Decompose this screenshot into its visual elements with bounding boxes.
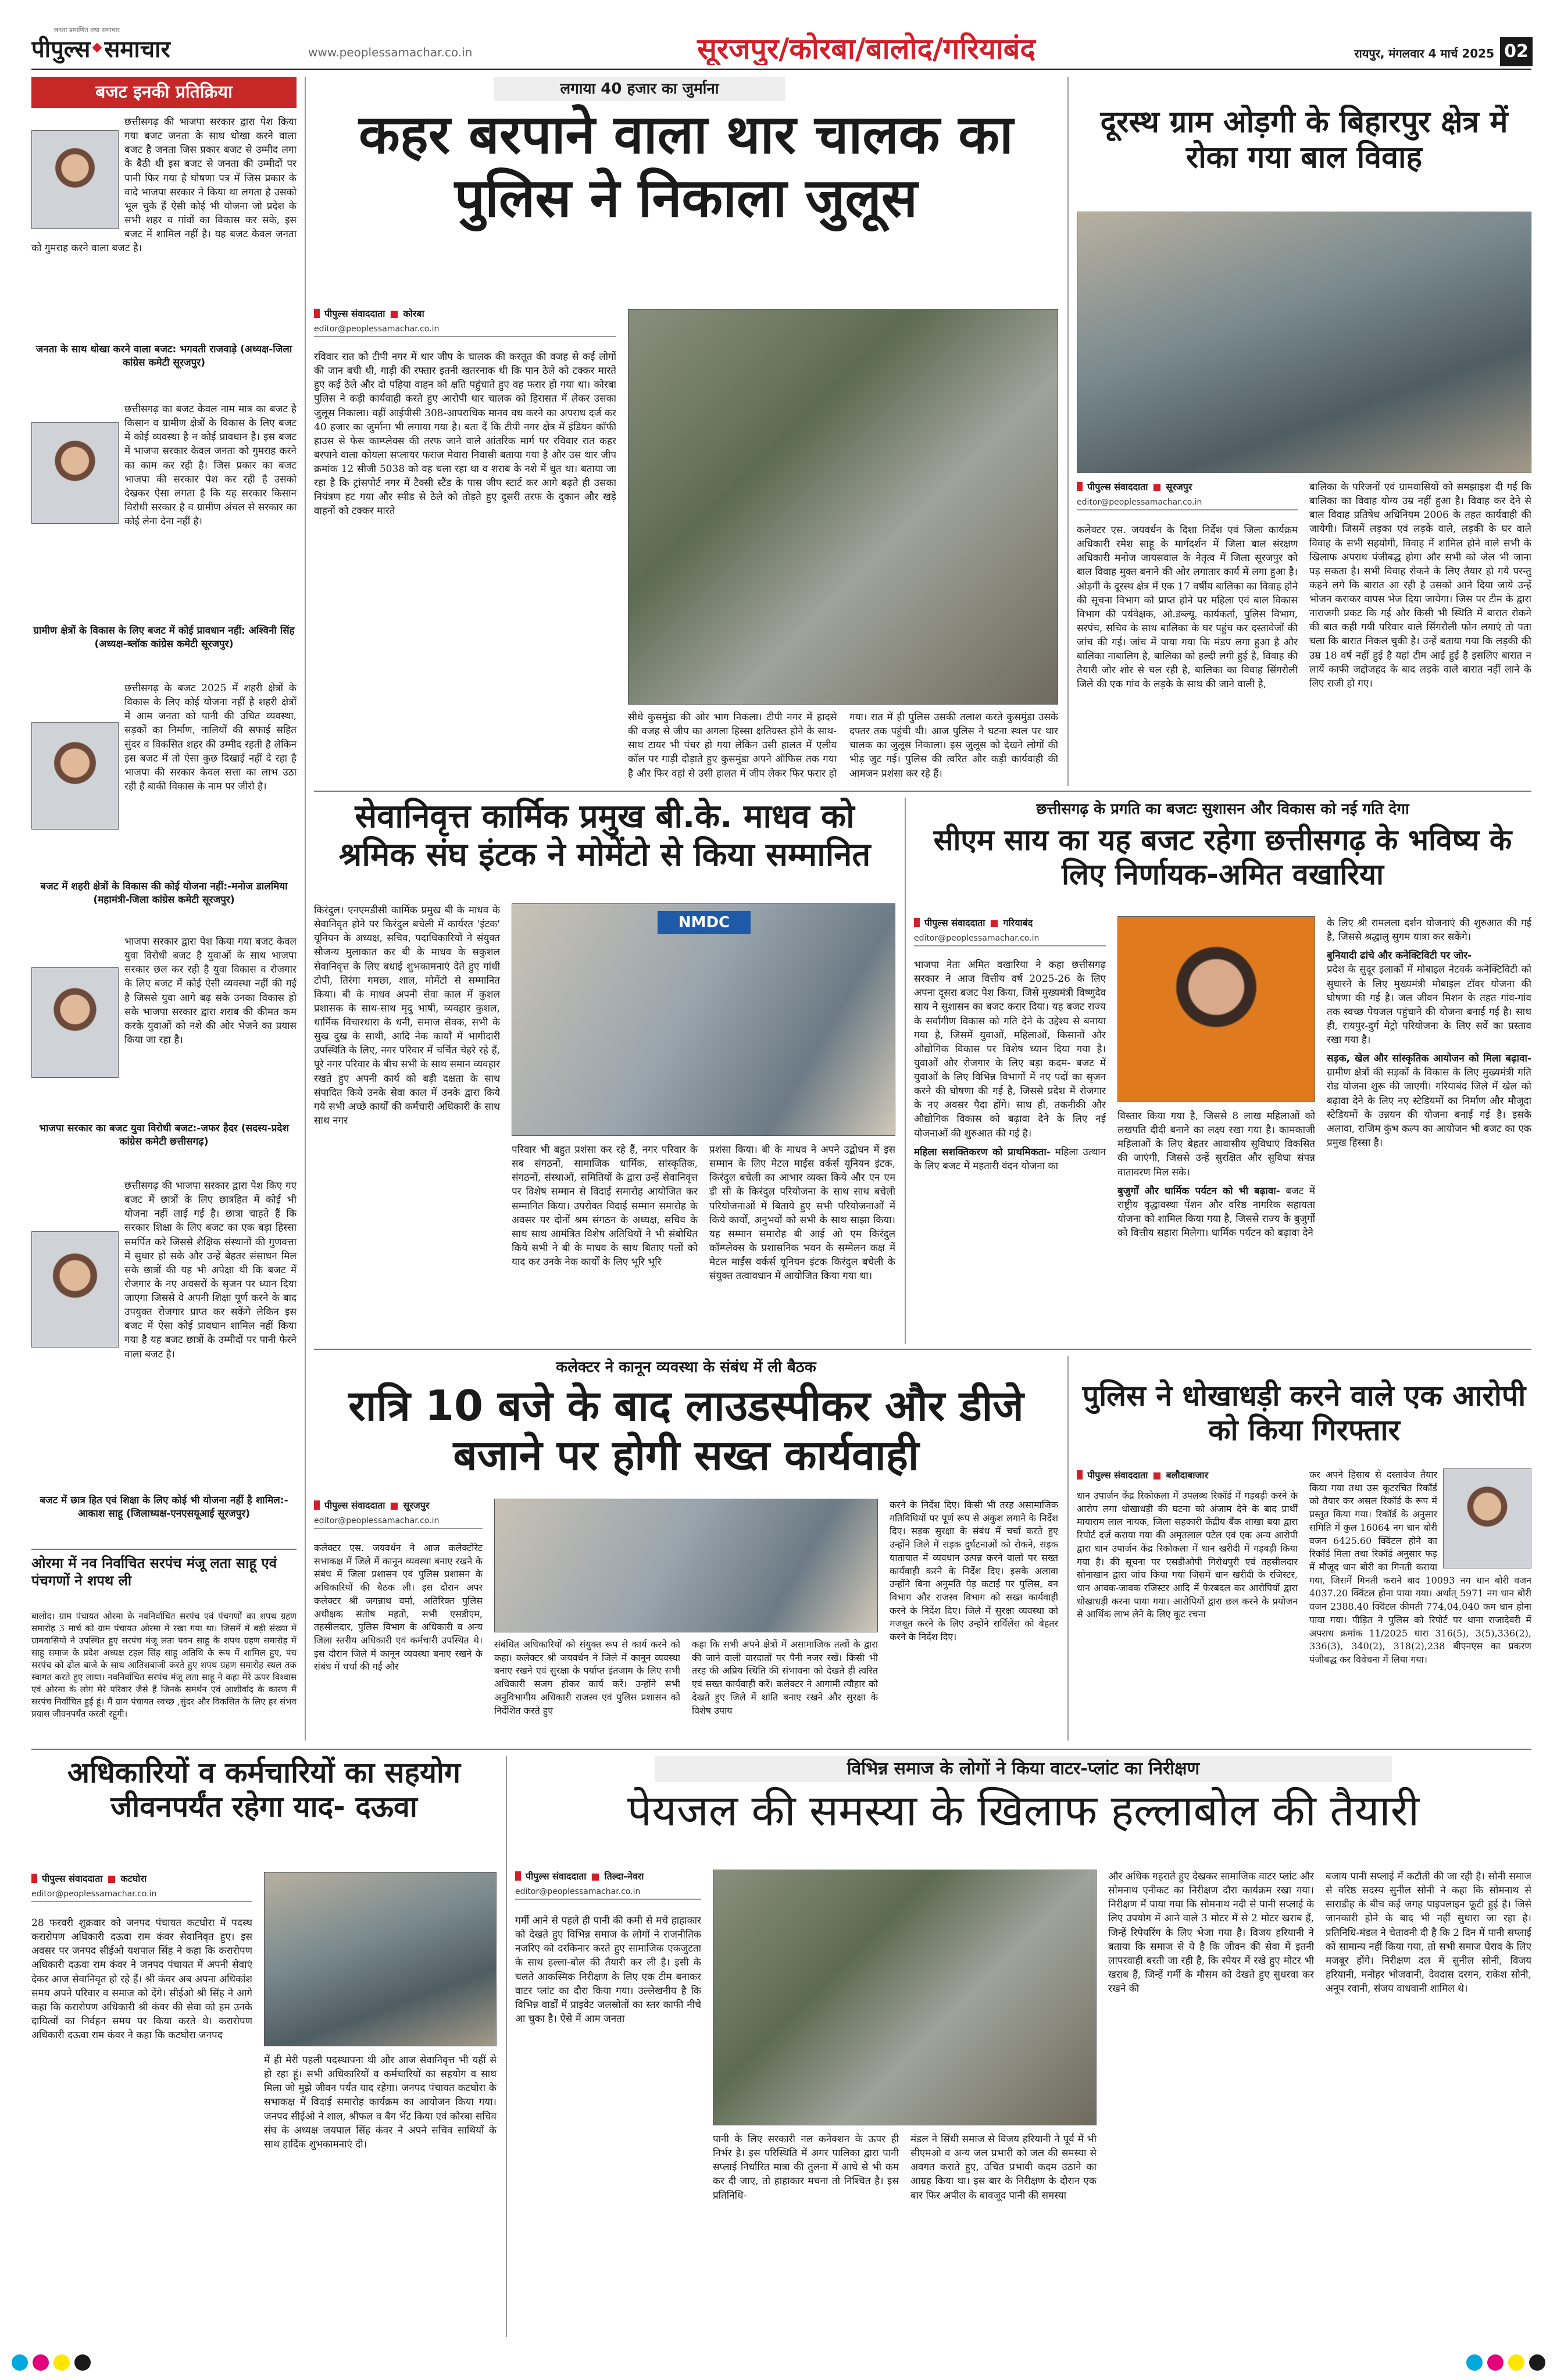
story-paragraph: ग्रामीण क्षेत्रों की सड़कों के विकास के लिए मुख्यमंत्री गति रोड योजना शुरू की जाएगी। गरियाबंद जिले में खेल को बढ़ावा देने के लिए नए स्टेडियमों का निर्माण और मौजूदा स्टेडियमों के उन्नयन की योजना बनाई गई है। इसके अलावा, राजिम कुंभ कल्प का आयोजन भी बजट का एक प्रमुख हिस्सा है। bbox=[1327, 1067, 1531, 1149]
story-body-col3 bbox=[1327, 916, 1531, 1344]
registration-mark bbox=[12, 2354, 28, 2371]
byline-marker bbox=[1077, 1470, 1083, 1480]
story-body-col1: 28 फरवरी शुक्रवार को जनपद पंचायत कटघोरा में पदस्थ करारोपण अधिकारी दऊवा राम कंवर सेवानिवृत हुए। इस अवसर पर जनपद सीईओ यशपाल सिंह ने कहा कि करारोपण अधिकारी दऊवा राम कंवर ने जनपद पंचायत में अपनी सेवाएं देकर आज सेवानिवृत हो रहे हैं। श्री कंवर अब अपना अधिकांश समय अपने परिवार व समाज को देंगे। सीईओ श्री सिंह ने आगे कहा कि करारोपण अधिकारी श्री कंवर की सेवा को हम उनके दायित्वों का निर्वहन समय पर किया करते थे। करारोपण अधिकारी दऊवा राम कंवर ने कहा कि कटघोरा जनपद bbox=[31, 1917, 252, 2041]
byline-bullet: ■ bbox=[1152, 481, 1162, 492]
section-rule bbox=[31, 1749, 1531, 1750]
newspaper-logo bbox=[31, 31, 252, 64]
byline-location: तिल्दा-नेवरा bbox=[604, 1871, 644, 1882]
byline-location: सूरजपुर bbox=[1166, 481, 1192, 492]
byline-email[interactable]: editor@peoplessamachar.co.in bbox=[314, 1516, 483, 1529]
logo-right: समाचार bbox=[104, 35, 170, 63]
thar-procession-photo bbox=[628, 309, 1058, 705]
budget-amit-story bbox=[914, 798, 1531, 1344]
story-body-col-a: कलेक्टर एस. जयवर्धन के दिशा निर्देश एवं जिला कार्यक्रम अधिकारी रमेश साहू के मार्गदर्शन में जिला बाल संरक्षण अधिकारी मनोज जायसवाल के नेतृत्व में जिला सूरजपुर को बाल विवाह मुक्त बनाने की ओर लगातार कार्य में लगा हुआ है। ओड़गी के दूरस्थ क्षेत्र में एक 17 वर्षीय बालिका का विवाह होने की सूचना विभाग को प्राप्त होने पर महिला एवं बाल विकास विभाग की पर्यवेक्षक, ओ.डब्ल्यू. कार्यकर्ता, पुलिस विभाग, सरपंच, सचिव के साथ बालिका के घर पहुंच कर दस्तावेजों की जांच की गई। जांच में पाया गया कि मंडप लगा हुआ है और बालिका नाबालिग है, बालिका को हल्दी लगी हुई है, विवाह की तैयारी जोर शोर से चल रही है, बालिका का विवाह सिंगरौली जिले की एक गांव के लड़के के साथ की जाने वाली है, bbox=[1077, 524, 1298, 691]
story-kicker: विभिन्न समाज के लोगों ने किया वाटर-प्लांट का निरीक्षण bbox=[655, 1756, 1392, 1782]
story-body-col2: सीधे कुसमुंडा की ओर भाग निकला। टीपी नगर में हादसे की वजह से जीप का अगला हिस्सा क्षतिग्रस्त होने के साथ-साथ टायर भी पंचर हो गया लेकिन उसी हालत में एलीव कॉल पर गाड़ी दौड़ाते हुए कुसमुंडा अपने ऑफिस तक गया है और फिर वहां से उसी हालत में जीप लेकर फिर फरार हो गया। रात में ही पुलिस उसकी तलाश करते कुसमुंडा उसके दफ्तर तक पहुंची थी। आज पुलिस ने घटना स्थल पर थार चालक का जुलूस निकाला। इस जुलूस को देखने लोगों की भीड़ जुट गई। पुलिस की त्वरित और कड़ी कार्यवाही की आमजन प्रशंसा कर रहे हैं। bbox=[628, 712, 1058, 780]
byline-name: पीपुल्स संवाददाता bbox=[1087, 481, 1148, 492]
column-divider bbox=[506, 1756, 507, 2337]
registration-mark bbox=[74, 2354, 91, 2371]
story-body-col2 bbox=[1309, 1468, 1531, 1741]
story-body-col2: संबंधित अधिकारियों को संयुक्त रूप से कार्य करने को कहा। कलेक्टर श्री जयवर्धन ने जिले में कानून व्यवस्था बनाए रखने एवं सुरक्षा के पर्याप्त इंतजाम के लिए सभी अधिकारी सजग होकर कार्य करें। उन्होंने सभी अनुविभागीय अधिकारी राजस्व एवं पुलिस प्रशासन को निर्देशित करते हुए bbox=[494, 1639, 680, 1716]
fraud-arrest-story bbox=[1077, 1356, 1531, 1741]
story-kicker: छत्तीसगढ़ के प्रगति का बजटः सुशासन और विकास को नई गति देगा bbox=[1036, 801, 1409, 818]
child-marriage-photo bbox=[1077, 212, 1531, 473]
byline-marker bbox=[314, 309, 320, 318]
story-body-col3: मंडल ने सिंधी समाज से विजय हरियानी ने पूर्व में भी सीएमओ व अन्य जल प्रभारी को जल की समस्या से अवगत कराते हुए, उचित प्रभावी कदम उठाने का आग्रह किया था। इस बार के निरीक्षण के दौरान एक बार फिर अपील के बावजूद पानी की समस्या bbox=[910, 2134, 1097, 2202]
registration-mark bbox=[1487, 2354, 1504, 2371]
byline-name: पीपुल्स संवाददाता bbox=[1087, 1470, 1148, 1481]
story-body-col1 bbox=[914, 958, 1106, 1344]
story-headline: कहर बरपाने वाला थार चालक का पुलिस ने निकाला जुलूस bbox=[359, 103, 1013, 229]
loudspeaker-story bbox=[314, 1356, 1058, 1741]
logo-tagline: जनता प्रमाणित तथा समाचार bbox=[53, 26, 120, 34]
byline-location: सूरजपुर bbox=[403, 1500, 430, 1511]
story-headline: दूरस्थ ग्राम ओड़गी के बिहारपुर क्षेत्र में रोका गया बाल विवाह bbox=[1100, 105, 1508, 176]
reactor-name: ग्रामीण क्षेत्रों के विकास के लिए बजट में कोई प्रावधान नहीं: अश्विनी सिंह (अध्यक्ष-ब्लॉक कांग्रेस कमेटी सूरजपुर) bbox=[33, 625, 295, 650]
accused-photo bbox=[1443, 1468, 1531, 1568]
child-marriage-story bbox=[1077, 77, 1531, 786]
nmdc-ceremony-photo bbox=[512, 903, 895, 1136]
reactor-name: जनता के साथ धोखा करने वाला बजट: भगवती राजवाड़े (अध्यक्ष-जिला कांग्रेस कमेटी सूरजपुर) bbox=[35, 344, 292, 369]
story-body-col5: बजाय पानी सप्लाई में कटौती की जा रही है। सोनी समाज से वरिष्ठ सदस्य सुनील सोनी ने कहा कि सोमनाथ से साराडीह के बीच कई जगह पाइपलाइन फूटी हुई है। जिसे जानकारी होने के बाद भी नहीं सुधारा जा रहा है। प्रतिनिधि-मंडल ने चेतावनी दी है कि 2 दिन में पानी सप्लाई को सामान्य नहीं किया गया, तो सभी समाज घेराव के लिए मजबूर होंगे। निरीक्षण दल में सुनील सोनी, विजय हरियानी, मनोहर भोजवानी, देवदास दरगन, राकेश सोनी, अनूप रवानी, संजय वाधवानी शामिल थे। bbox=[1326, 1871, 1531, 1995]
story-body-col1: कलेक्टर एस. जयवर्धन ने आज कलेक्टोरेट सभाकक्ष में जिले में कानून व्यवस्था बनाए रखने के संबंध में जिला प्रशासन एवं पुलिस प्रशासन के अधिकारियों की बैठक ली। इस दौरान अपर कलेक्टर श्री जगन्नाथ वर्मा, अतिरिक्त पुलिस अधीक्षक संतोष महतो, सभी एसडीएम, तहसीलदार, पुलिस विभाग के अधिकारी व अन्य जिला स्तरीय अधिकारी एवं कर्मचारी उपस्थित थे। इस दौरान जिले में कानून व्यवस्था बनाए रखने के संबंध में चर्चा की गई और bbox=[314, 1542, 483, 1673]
byline-marker bbox=[314, 1500, 320, 1510]
farewell-photo bbox=[264, 1872, 497, 2046]
story-body-col2: में ही मेरी पहली पदस्थापना थी और आज सेवानिवृत्त भी यहीं से हो रहा हूं। सभी अधिकारियों व कर्मचारियों का सहयोग व साथ मिला जो मुझे जीवन पर्यंत याद रहेगा। जनपद पंचायत कटघोरा के सभाकक्ष में विदाई समारोह कार्यक्रम का आयोजन किया गया। जनपद सीईओ ने शाल, श्रीफल व बैग भेंट किया एवं कोरबा सचिव संघ के अध्यक्ष जयपाल सिंह कंवर ने अपने सचिव साथियों के साथ हार्दिक शुभकामनाएं दी। bbox=[264, 2054, 497, 2150]
reaction-text bbox=[31, 1179, 297, 1487]
story-paragraph: भाजपा नेता अमित वखारिया ने कहा छत्तीसगढ़ सरकार ने आज वित्तीय वर्ष 2025-26 के लिए अपना दूसरा बजट पेश किया, जिसे मुख्यमंत्री विष्णुदेव साय ने सुशासन का बजट करार दिया। यह बजट राज्य के सर्वांगीण विकास को गति देने के उद्देश्य से बनाया गया है, जिसमें युवाओं, महिलाओं, किसानों और औद्योगिक विकास पर विशेष ध्यान दिया गया है। युवाओं और रोजगार के लिए बड़ा कदम- बजट में युवाओं के लिए विभिन्न विभागों में नए पदों का सृजन करने की घोषणा की गई है, जिससे प्रदेश में रोजगार के नए अवसर पैदा होंगे। साथ ही, तकनीकी और औद्योगिक विकास को बढ़ावा देने के लिए नई योजनाओं की शुरुआत की गई है। bbox=[914, 959, 1106, 1139]
byline-name: पीपुल्स संवाददाता bbox=[42, 1873, 103, 1884]
story-subhead: महिला सशक्तिकरण को प्राथमिकता- bbox=[914, 1146, 1051, 1158]
byline-name: पीपुल्स संवाददाता bbox=[324, 308, 385, 319]
reactor-name: बजट में छात्र हित एवं शिक्षा के लिए कोई भी योजना नहीं है शामिल:-आकाश साहू (जिलाध्यक्ष-एनएसयूआई सूरजपुर) bbox=[40, 1495, 288, 1520]
story-body-col1: गर्मी आने से पहले ही पानी की कमी से मचे हाहाकार को देखते हुए विभिन्न समाज के लोगों ने राजनीतिक नजरिए को दरकिनार करते हुए सामाजिक एकजुटता के साथ हल्ला-बोल की तैयारी कर ली है। इसी के चलते आकस्मिक निरीक्षण के लिए एक टीम बनाकर वाटर प्लांट का दौरा किया गया। उल्लेखनीय है कि विभिन्न वार्डों में प्राइवेट जलस्रोतों का स्तर काफी नीचे आ चुका है। ऐसे में आम जनता bbox=[515, 1915, 701, 2025]
story-paragraph: बजट में राष्ट्रीय वृद्धावस्था पेंशन और वरिष्ठ नागरिक सहायता योजना को शामिल किया गया है, जिससे राज्य के बुजुर्गों को वित्तीय सहारा मिलेगा। धार्मिक पर्यटन को बढ़ावा देने bbox=[1117, 1185, 1315, 1239]
registration-mark bbox=[1466, 2354, 1483, 2371]
story-body-col4: करने के निर्देश दिए। किसी भी तरह असामाजिक गतिविधियों पर पूर्ण रूप से अंकुश लगाने के निर्देश दिए। सड़क सुरक्षा के संबंध में चर्चा करते हुए उन्होंने जिले में सड़क दुर्घटनाओं को रोकने, सड़क यातायात में व्यवधान उत्पन्न करने वालों पर सख्त कार्यवाही करने के निर्देश दिए। इसके अलावा उन्होंने बिना अनुमति पेड़ कटाई पर पुलिस, वन विभाग और राजस्व विभाग को सख्त कार्यवाही करने के निर्देश दिए। जिले में सुरक्षा व्यवस्था को मजबूत करने के लिए उन्होंने सर्विलेंस को बेहतर करने के निर्देश दिए। bbox=[890, 1499, 1058, 1643]
reaction-item bbox=[31, 115, 297, 388]
masthead-rule bbox=[31, 69, 1531, 70]
story-paragraph: प्रदेश के सुदूर इलाकों में मोबाइल नेटवर्क कनेक्टिविटी को सुधारने के लिए मुख्यमंत्री मोबाइल टॉवर योजना की घोषणा की गई है। जल जीवन मिशन के तहत गांव-गांव तक स्वच्छ पेयजल पहुंचाने की योजना बनाई गई है। साथ ही, रायपुर-दुर्ग मेट्रो परियोजना के लिए सर्वे का प्रस्ताव रखा गया है। bbox=[1327, 964, 1531, 1046]
dauwa-farewell-story bbox=[31, 1756, 497, 2337]
story-subhead: बुनियादी ढांचे और कनेक्टिविटी पर जोर- bbox=[1327, 950, 1472, 962]
story-headline: सीएम साय का यह बजट रहेगा छत्तीसगढ़ के भविष्य के लिए निर्णायक-अमित वखारिया bbox=[933, 823, 1512, 891]
story-byline bbox=[1077, 480, 1298, 521]
collector-meeting-photo bbox=[494, 1499, 878, 1632]
byline-bullet: ■ bbox=[990, 917, 999, 928]
nmdc-honour-story bbox=[314, 798, 895, 1344]
logo-left: पीपुल्स bbox=[31, 35, 91, 63]
byline-marker bbox=[914, 918, 920, 927]
byline-bullet: ■ bbox=[390, 1499, 399, 1511]
registration-mark bbox=[53, 2354, 70, 2371]
water-crisis-story bbox=[515, 1756, 1531, 2337]
column-divider bbox=[1067, 77, 1069, 786]
story-kicker: कलेक्टर ने कानून व्यवस्था के संबंध में ली बैठक bbox=[556, 1359, 816, 1376]
reaction-body: छत्तीसगढ़ की भाजपा सरकार द्वारा पेश किए गए बजट में छात्रों के लिए छात्रहित में कोई भी योजना नहीं लाई गई है। छात्रा चाहते हैं कि सरकार शिक्षा के लिए बजट का एक बड़ा हिस्सा समर्पित करे जिससे शैक्षिक संस्थानों की गुणवत्ता में सुधार हो सके और उन्हें बेहतर संसाधन मिल सके छात्रों की यह भी अपेक्षा थी कि बजट में रोजगार के नए अवसरों के सृजन पर ध्यान दिया जाएगा जिससे वे अपनी शिक्षा पूर्ण करने के बाद उपयुक्त रोजगार प्राप्त कर सकेंगे लेकिन इस बजट में ऐसा कोई प्रावधान शामिल नहीं किया गया है यह बजट छात्रों के उम्मीदों पर पानी फेरने वाला बजट है। bbox=[124, 1180, 297, 1360]
orma-oath-story bbox=[31, 1549, 297, 1741]
reaction-item bbox=[31, 1179, 297, 1539]
byline-bullet: ■ bbox=[390, 308, 399, 319]
reactor-name: बजट में शहरी क्षेत्रों के विकास की कोई योजना नहीं:-मनोज डालमिया (महामंत्री-जिला कांग्रेस कमेटी सूरजपुर) bbox=[40, 881, 288, 906]
story-headline: सेवानिवृत्त कार्मिक प्रमुख बी.के. माधव को श्रमिक संघ इंटक ने मोमेंटो से किया सम्मानित bbox=[338, 798, 871, 874]
byline-location: कटघोरा bbox=[120, 1873, 147, 1884]
page-number: 02 bbox=[1500, 37, 1533, 66]
story-body-col4: और अधिक गहराते हुए देखकर सामाजिक वाटर प्लांट और सोमनाथ एनीकट का निरीक्षण दौरा कार्यक्रम रखा गया। निरीक्षण में पाया गया कि सोमनाथ नदी से पानी सप्लाई के लिए उपयोग में आने वाले 3 मोटर में से 2 मोटर खराब हैं, जिन्हें रिपेयरिंग के लिए भेजा गया है। विजय हरियानी ने बताया कि समाज से ये है कि जीवन की सेवा में इतनी लापरवाही बरती जा रही है, कि स्पेयर में रखे हुए मोटर भी खराब हैं, जिन्हें गर्मी के मौसम को देखते हुए सुधरवा कर रखने की bbox=[1108, 1871, 1314, 1995]
story-byline bbox=[1077, 1468, 1298, 1486]
issue-date: रायपुर, मंगलवार 4 मार्च 2025 bbox=[1354, 47, 1494, 60]
story-body-col1: किरंदुल। एनएमडीसी कार्मिक प्रमुख बी के माधव के सेवानिवृत होने पर किरंदुल बचेली में कार्यरत 'इंटक' यूनियन के अध्यक्ष, सचिव, पदाधिकारियों ने संयुक्त सौजन्य मुलाकात कर बी के माधव के सकुशल सेवानिवृत्त के लिए बधाई शुभकामनाएं देते हुए गांधी टोपी, तिरंगा गमछा, शाल, मोमेंटो से सम्मानित किया। बी के माधव अपनी सेवा काल में कुशल प्रशासक के साथ-साथ मृदु भाषी, व्यवहार कुशल, धार्मिक विचारधारा के धनी, समाज सेवक, सभी के सुख दुख के साथी, आदि नेक कार्यों में भागीदारी उपस्थिति के लिए, नगर परिवार में चर्चित चेहरे रहे हैं, पूरे नगर परिवार के बीच सभी के साथ समान व्यवहार रखते हुए अपनी कार्य को बड़ी दक्षता के साथ संपादित किये उनके सेवा काल में उनके द्वारा किये गये सभी अच्छे कार्यों की कर्मचारी अधिकारी के साथ साथ नगर bbox=[314, 905, 500, 1127]
story-subhead: सड़क, खेल और सांस्कृतिक आयोजन को मिला बढ़ावा- bbox=[1327, 1053, 1531, 1065]
story-byline bbox=[314, 307, 616, 348]
photo-banner-label: NMDC bbox=[658, 911, 751, 934]
story-body-col2: पानी के लिए सरकारी नल कनेक्शन के ऊपर ही निर्भर है। इस परिस्थिति में अगर पालिका द्वारा पानी सप्लाई निर्धारित मात्रा की तुलना में आधे से भी कम कर दी जाए, तो हाहाकार मचना तो निश्चित है। इस प्रतिनिधि- bbox=[713, 2134, 899, 2202]
column-divider bbox=[905, 798, 906, 1344]
byline-location: गरियाबंद bbox=[1003, 917, 1033, 928]
byline-location: बलौदाबाजार bbox=[1166, 1470, 1209, 1481]
story-body-col-b: बालिका के परिजनों एवं ग्रामवासियों को समझाइश दी गई कि बालिका का विवाह योग्य उम्र नहीं हुआ है। विवाह कर देने से बाल विवाह प्रतिषेध अधिनियम 2006 के तहत कार्यवाही की जायेगी। जिसमें लड़का एवं लड़के वाले, लड़की के घर वाले विवाह के सभी सहयोगी, विवाह में शामिल होने वाले सभी के खिलाफ अपराध पंजीबद्ध होगा और सभी को जेल भी जाना पड़ सकता है। सभी विवाह रोकने के लिए तैयार हो गये परन्तु कहने लगे कि बारात आ रही है उसको आने दिया जाये उन्हें भोजन कराकर वापस भेज दिया जायेगा। जिस पर टीम के द्वारा नाराजगी प्रकट कि गई और किसी भी स्थिति में बारात रोकने की बात कही गयी परिवार वाले सिंगरौली फोन लगाएं तो पता चला कि बारात निकल चुकी है। उन्हें बताया गया कि लड़की की उम्र 18 वर्ष नहीं हुई है यहां टीम आई हुई है इसलिए बारात न लायें काफी जद्दोजहद के बाद लड़के वाले बारात नहीं लाने के लिए राजी हो गए। bbox=[1309, 481, 1531, 689]
reaction-item bbox=[31, 402, 297, 670]
story-subhead: बुजुर्गों और धार्मिक पर्यटन को भी बढ़ावा- bbox=[1117, 1185, 1280, 1197]
byline-marker bbox=[1077, 482, 1083, 491]
story-headline: ओरमा में नव निर्वाचित सरपंच मंजू लता साहू एवं पंचगणों ने शपथ ली bbox=[31, 1555, 277, 1589]
story-body-col2 bbox=[1117, 1109, 1315, 1344]
reaction-item bbox=[31, 681, 297, 925]
story-headline: पुलिस ने धोखाधड़ी करने वाले एक आरोपी को किया गिरफ्तार bbox=[1082, 1379, 1526, 1447]
byline-name: पीपुल्स संवाददाता bbox=[324, 1500, 385, 1511]
story-body-col3: प्रशंसा किया। बी के माधव ने अपने उद्बोधन में इस सम्मान के लिए मेटल माईस वर्कर्स यूनियन इंटक, किरंदुल बचेली का आभार व्यक्त किये और एन एम डी सी के किरंदुल परियोजना के साथ साथ बचेली परियोजनाओं में बिताये हुए सभी परियोजनाओं में किये कार्यों, अनुभवों को सभी के साथ साझा किया। यह सम्मान समारोह बी आई ओ एम किरंदुल कॉम्प्लेक्स के प्रशासनिक भवन के सम्मेलन कक्ष में मेटल माईंस वर्कर्स यूनियन इंटक किरंदुल बचेली के संयुक्त तत्वावधान में आयोजित किया गया था। bbox=[709, 1144, 895, 1282]
water-plant-inspection-photo bbox=[713, 1870, 1097, 2125]
reaction-body: छत्तीसगढ़ की भाजपा सरकार द्वारा पेश किया गया बजट जनता के साथ धोखा करने वाला बजट है जनता जिस प्रकार बजट से उम्मीद लगा के बैठी थी इस बजट से जनता की उम्मीदों पर पानी फिर गया है घोषणा पत्र में जिस प्रकार के वादे भाजपा सरकार ने किया था लगता है उसको भूल चुके हैं ऐसी कोई भी योजना जो प्रदेश के सभी शहर व गांवों का विकास कर सके, इस बजट में शामिल नहीं है। यह बजट केवल जनता को गुमराह करने वाला बजट है। bbox=[31, 116, 297, 255]
registration-mark bbox=[1508, 2354, 1524, 2371]
reaction-text bbox=[31, 115, 297, 336]
story-byline bbox=[914, 916, 1106, 955]
story-body-col3: कहा कि सभी अपने क्षेत्रों में असामाजिक तत्वों के द्वारा की जाने वाली वारदातों पर पैनी नजर रखें। किसी भी तरह की अप्रिय स्थिति की संभावना को देखते ही त्वरित एवं सख्त कार्यवाही करें। कलेक्टर ने आगामी त्यौहार को देखते हुए जिले में शांति बनाए रखने और सुरक्षा के विशेष उपाय bbox=[692, 1639, 878, 1716]
reaction-body: छत्तीसगढ़ के बजट 2025 में शहरी क्षेत्रों के विकास के लिए कोई योजना नहीं है शहरी क्षेत्रों में आम जनता को पानी की उचित व्यवस्था, सड़कों का निर्माण, नालियों की सफाई सहित सुंदर व विकसित शहर की उम्मीद रहती है लेकिन इस बजट में तो ऐसा कुछ दिखाई नहीं दे रहा है भाजपा की सरकार केवल सत्ता का लाभ उठा रही है बाकी विकास के नाम पर जीरो है। bbox=[124, 682, 297, 792]
story-headline: पेयजल की समस्या के खिलाफ हल्लाबोल की तैयारी bbox=[627, 1786, 1420, 1836]
byline-marker bbox=[31, 1874, 37, 1883]
byline-bullet: ■ bbox=[1152, 1469, 1162, 1481]
byline-name: पीपुल्स संवाददाता bbox=[924, 917, 985, 928]
story-byline bbox=[314, 1499, 483, 1537]
reaction-body: भाजपा सरकार द्वारा पेश किया गया बजट केवल युवा विरोधी बजट है युवाओं के साथ भाजपा सरकार छल कर रही है युवा विकास व रोजगार के लिए बजट में कोई ऐसी व्यवस्था नहीं की गई है जिससे युवा आगे बढ़ सके उनका विकास हो सके भाजपा सरकार द्वारा शराब की कीमत कम करके युवाओं को नशे की ओर भेजने का प्रयास किया जा रहा है। bbox=[124, 936, 297, 1046]
story-paragraph: महिला उत्थान के लिए बजट में महतारी वंदन योजना का bbox=[914, 1146, 1106, 1172]
byline-email[interactable]: editor@peoplessamachar.co.in bbox=[1077, 498, 1298, 510]
story-byline bbox=[515, 1870, 701, 1908]
byline-bullet: ■ bbox=[107, 1872, 116, 1884]
reaction-text bbox=[31, 935, 297, 1115]
reaction-body: छत्तीसगढ़ का बजट केवल नाम मात्र का बजट है किसान व ग्रामीण क्षेत्रों के विकास के लिए बजट में कोई व्यवस्था है न कोई प्रावधान है। इस बजट में भाजपा सरकार केवल जनता को गुमराह करने का काम कर रही है। जिस प्रकार का बजट भाजपा की सरकार पेश कर रही है उसको देखकर ऐसा लगता है कि यह सरकार किसान विरोधी सरकार है व ग्रामीण अंचल से सरकार का कोई लेना देना नहीं है। bbox=[124, 403, 297, 527]
story-headline: रात्रि 10 बजे के बाद लाउडस्पीकर और डीजे बजाने पर होगी सख्त कार्यवाही bbox=[348, 1381, 1024, 1480]
byline-location: कोरबा bbox=[403, 308, 424, 319]
section-rule bbox=[314, 791, 1531, 792]
story-paragraph: के लिए श्री रामलला दर्शन योजनाएं की शुरुआत की गई है, जिससे श्रद्धालु सुगम यात्रा कर सकेंगे। bbox=[1327, 917, 1531, 944]
byline-marker bbox=[515, 1871, 521, 1881]
reaction-text bbox=[31, 681, 297, 873]
byline-email[interactable]: editor@peoplessamachar.co.in bbox=[314, 324, 616, 337]
byline-email[interactable]: editor@peoplessamachar.co.in bbox=[914, 934, 1106, 946]
masthead bbox=[0, 0, 1557, 70]
story-body-col2: परिवार भी बहुत प्रशंसा कर रहे हैं, नगर परिवार के सब संगठनों, सामाजिक धार्मिक, सांस्कृतिक, संगठनों, संस्थाओं, समितियों के द्वारा उन्हें सेवानिवृत्त पर विशेष सम्मान से विदाई समारोह आयोजित कर सम्मानित किया। उपरोक्त विदाई सम्मान समारोह के अवसर पर दोनों श्रम संगठन के अध्यक्ष, सचिव के साथ साथ आमंत्रित विशेष अतिथियों ने भी संबोधित किये सभी ने बी के माधव के साथ बिताए पलों को याद कर उनके नेक कार्यों के लिए भूरि भूरि bbox=[512, 1144, 698, 1268]
story-body: बालोद। ग्राम पंचायत ओरमा के नवनिर्वाचित सरपंच एवं पंचगणों का शपथ ग्रहण समारोह 3 मार्च को ग्राम पंचायत ओरमा में रखा गया था। जिसमें में बड़ी संख्या में ग्रामवासियों ने उपस्थित हुए सरपंच मंजू लता पवन साहू के शपथ ग्रहण समारोह में साहू समाज के प्रदेश अध्यक्ष टहल सिंह साहू अतिथि के रूप में शामिल हुए, पंच सरपंच को ढोल बाजे के साथ आतिशबाजी करते हुए शपथ ग्रहण समारोह स्थल तक स्वागत करते हुए लाया। नवनिर्वाचित सरपंच मंजू लता साहू ने कहा मेरे ऊपर विश्वास एवं ओरमा के लोग मेरे परिवार जैसे हैं जिनके समर्थन एवं आशीर्वाद के कारण मैं सरपंच निर्वाचित हुई हूं। मैं ग्राम पंचायत स्वच्छ ,सुंदर और विकसित के लिए हर संभव प्रयास जीवनपर्यंत करती रहूंगी। bbox=[31, 1611, 297, 1719]
column-divider bbox=[1067, 1356, 1069, 1741]
byline-email[interactable]: editor@peoplessamachar.co.in bbox=[515, 1887, 701, 1900]
story-body-col1: रविवार रात को टीपी नगर में थार जीप के चालक की करतूत की वजह से कई लोगों की जान बची थी, गाड़ी की रफ्तार इतनी खतरनाक थी कि पान ठेले को टक्कर मारते हुए कई ठेले और दो पहिया वाहन को क्षति पहुंचाते हुए वह फरार हो गया था। कोरबा पुलिस ने कड़ी कार्यवाही करते हुए आरोपी थार चालक को हिरासत में लेकर उसका जुलूस निकाला। वहीं आईपीसी 308-आपराधिक मानव वध करने का अपराध दर्ज कर 40 हजार का जुर्माना भी लगाया गया है। बता दें कि टीपी नगर क्षेत्र में इंडियन कॉफी हाउस से फेस काम्प्लेक्स की तरफ जाने वाले आंतरिक मार्ग पर रविवार रात कहर बरपाने वाला कोयला सप्लायर फराज मेवारा निवासी बताया गया है और उस थार जीप क्रमांक 12 सीजी 5038 को वह चला रहा था व शराब के नशे में धुत था। बताया जा रहा है कि ट्रांसपोर्ट नगर में टैक्सी स्टैंड के पास जीप स्टार्ट कर आगे बढ़ते ही उसका नियंत्रण हट गया और स्पीड से ठेले को तोड़ते हुए दूसरी तरफ के दुकान और खड़े वाहनों को टक्कर मारते bbox=[314, 351, 616, 517]
story-kicker: लगाया 40 हजार का जुर्माना bbox=[494, 77, 785, 101]
registration-mark bbox=[1529, 2354, 1545, 2371]
section-rule bbox=[314, 1349, 1531, 1350]
column-divider bbox=[305, 77, 306, 1741]
story-paragraph: कर अपने हिसाब से दस्तावेज तैयार किया गया तथा उस कूटरचित रिकॉर्ड को तैयार कर असल रिकॉर्ड के रूप में प्रस्तुत किया गया। रिकॉर्ड के अनुसार समिति में कुल 16064 नग धान बोरी वजन 6425.60 क्विंटल होने का रिकॉर्ड मिला तथा रिकॉर्ड अनुसार फड़ में मौजूद धान बोरी का गिनती कराया गया, जिसमें गिनती कराने बाद 10093 नग धान बोरी वजन 4037.20 क्विंटल होना पाया गया। अर्थात् 5971 नग धान बोरी वजन 2388.40 क्विंटल कीमती 774,04,040 कम धान होना पाया गया। पीड़ित ने पुलिस को रिपोर्ट पर थाना राजादेवरी में अपराध क्रमांक 11/2025 धारा 316(5), 3(5),336(2), 336(3), 340(2), 318(2),238 बीएनएस का प्रकरण पंजीबद्ध कर विवेचना में लिया गया। bbox=[1309, 1469, 1531, 1666]
story-body-col1: धान उपार्जन केंद्र रिकोकला में उपलब्ध रिकॉर्ड में गड़बड़ी करने के आरोप लगा धोखाधड़ी की घटना को अंजाम देने के बाद प्रार्थी मायाराम लाल नायक, जिला सहकारी केंद्रीय बैंक शाखा बया द्वारा रिपोर्ट दर्ज कराया गया की अमृतलाल पटेल एवं एक अन्य आरोपी द्वारा धान उपार्जन केंद्र रिकोकला में धान खरीदी में गड़बड़ी किया गया है। की सूचना पर एसडीओपी गिरोधपुरी एवं तहसीलदार सोनाखान द्वारा जांच किया गया जिसमें धान खरीदी के रजिस्टर, धान आवक-जावक रजिस्टर आदि में फेरबदल कर आरोपियों द्वारा धोखाधड़ी करना पाया गया। आरोपियों द्वारा छल करने के प्रयोजन से आर्थिक लाभ लेने के लिए कूट रचना bbox=[1077, 1490, 1298, 1620]
story-paragraph: विस्तार किया गया है, जिससे 8 लाख महिलाओं को लखपति दीदी बनाने का लक्ष्य रखा गया है। कामकाजी महिलाओं के लिए बेहतर आवासीय सुविधाएं विकसित की जाएंगी, जिससे उन्हें सुरक्षित और सुविधा संपन्न वातावरण मिल सके। bbox=[1117, 1110, 1315, 1178]
registration-mark bbox=[33, 2354, 49, 2371]
logo-divider-icon bbox=[92, 43, 102, 53]
sidebar-title: बजट इनकी प्रतिक्रिया bbox=[31, 77, 297, 108]
byline-email[interactable]: editor@peoplessamachar.co.in bbox=[31, 1889, 252, 1902]
reactor-name: भाजपा सरकार का बजट युवा विरोधी बजट:-जफर हैदर (सदस्य-प्रदेश कांग्रेस कमेटी छत्तीसगढ़) bbox=[39, 1123, 289, 1148]
website-link[interactable]: www.peoplessamachar.co.in bbox=[308, 45, 473, 59]
amit-wakharia-photo bbox=[1117, 916, 1315, 1102]
story-headline: अधिकारियों व कर्मचारियों का सहयोग जीवनपर्यंत रहेगा याद- दऊवा bbox=[67, 1756, 461, 1824]
byline-name: पीपुल्स संवाददाता bbox=[526, 1871, 587, 1882]
byline-bullet: ■ bbox=[591, 1870, 600, 1882]
budget-reactions-sidebar bbox=[31, 77, 297, 1542]
reaction-item bbox=[31, 935, 297, 1167]
edition-title: सूरजपुर/कोरबा/बालोद/गरियाबंद bbox=[697, 32, 1035, 65]
story-byline bbox=[31, 1872, 252, 1910]
reaction-text bbox=[31, 402, 297, 617]
print-color-bar bbox=[0, 2352, 1557, 2373]
thar-driver-story bbox=[314, 77, 1058, 786]
